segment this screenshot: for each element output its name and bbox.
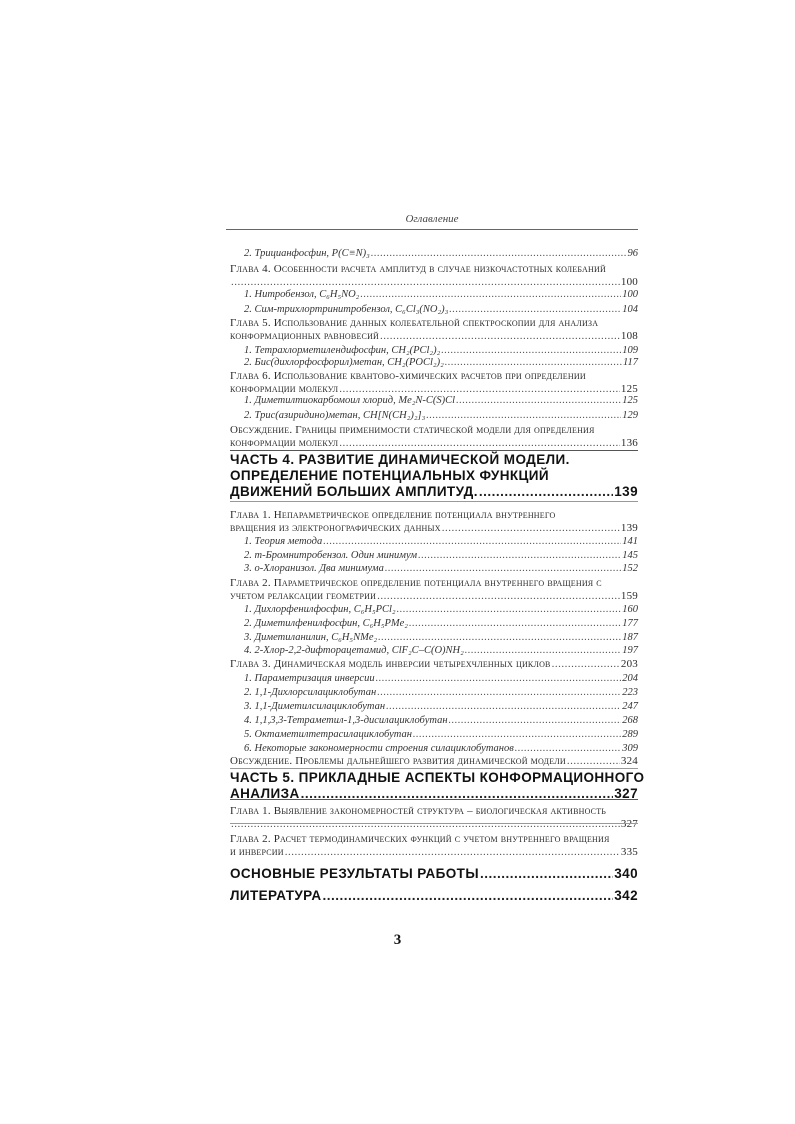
toc-chapter-entry[interactable]	[230, 755, 638, 768]
toc-item-entry[interactable]	[230, 603, 638, 616]
toc-entry-title-line: ОПРЕДЕЛЕНИЕ ПОТЕНЦИАЛЬНЫХ ФУНКЦИЙ	[230, 468, 549, 483]
toc-part-entry[interactable]	[230, 770, 645, 802]
toc-page-number: 324	[620, 755, 638, 767]
toc-entry-title: 2. Диметилфенилфосфин, C₆H₅PMe₂	[244, 618, 408, 629]
dot-leader	[442, 522, 620, 535]
dot-leader	[323, 888, 614, 904]
toc-entry-title: 1. Дихлорфенилфосфин, C₆H₅PCl₂	[244, 604, 396, 615]
toc-item-entry[interactable]	[230, 686, 638, 699]
dot-leader	[426, 409, 621, 422]
toc-entry-title: 1. Диметилтиокарбомоил хлорид, Me₂N-C(S)Cl	[244, 395, 456, 406]
toc-entry-row	[230, 866, 638, 882]
toc-entry-row	[244, 631, 638, 644]
running-header: Оглавление	[405, 213, 459, 225]
toc-page-number: 104	[622, 304, 638, 315]
toc-entry-title: и инверсии	[230, 846, 284, 858]
toc-entry-title: 4. 1,1,3,3-Тетраметил-1,3-дисилациклобутан	[244, 715, 448, 726]
toc-entry-title: 1. Тетрахлорметилендифосфин, CH₂(PCl₂)₂	[244, 345, 441, 356]
section-rule	[230, 823, 638, 824]
toc-page-number: 289	[622, 729, 638, 740]
toc-entry-title: 3. 1,1-Диметилсилациклобутан	[244, 701, 386, 712]
toc-entry-title: 2. Сим-трихлортринитробензол, C₆Cl₃(NO₂)₃	[244, 304, 449, 315]
toc-entry-row	[244, 535, 638, 548]
toc-page-number: 247	[622, 701, 638, 712]
toc-page-number: 109	[622, 345, 638, 356]
section-rule	[230, 450, 638, 451]
toc-entry-row	[244, 714, 638, 727]
toc-entry-title: 2. Трицианфосфин, P(C≡N)₃	[244, 248, 370, 259]
toc-entry-title: конформации молекул	[230, 383, 339, 395]
toc-item-entry[interactable]	[230, 631, 638, 644]
toc-page-number: 129	[622, 410, 638, 421]
dot-leader	[323, 535, 621, 548]
dot-leader	[418, 549, 621, 562]
toc-item-entry[interactable]	[230, 728, 638, 741]
toc-page-number: 327	[620, 818, 638, 830]
toc-entry-title: ОСНОВНЫЕ РЕЗУЛЬТАТЫ РАБОТЫ	[230, 866, 479, 881]
toc-entry-title-line: Глава 6. Использование квантово-химических расчетов при определении	[230, 370, 586, 382]
toc-page-number: 141	[622, 536, 638, 547]
toc-entry-title: 3. Диметиланилин, C₆H₅NMe₂	[244, 632, 378, 643]
toc-page-number: 203	[620, 658, 638, 670]
toc-entry-title-line: Глава 2. Расчет термодинамических функций с учетом внутреннего вращения	[230, 833, 610, 845]
toc-item-entry[interactable]	[230, 535, 638, 548]
toc-page-number: 223	[622, 687, 638, 698]
toc-item-entry[interactable]	[230, 247, 638, 260]
toc-page-number: 159	[620, 590, 638, 602]
toc-entry-row	[230, 658, 638, 671]
toc-entry-row	[230, 437, 638, 450]
dot-leader	[380, 330, 620, 343]
dot-leader	[456, 394, 621, 407]
dot-leader	[445, 356, 622, 369]
dot-leader	[480, 866, 613, 882]
toc-entry-title-line: ЧАСТЬ 4. РАЗВИТИЕ ДИНАМИЧЕСКОЙ МОДЕЛИ.	[230, 452, 570, 467]
toc-entry-title: учетом релаксации геометрии	[230, 590, 377, 602]
dot-leader	[552, 658, 620, 671]
header-rule	[226, 229, 638, 230]
toc-part-entry[interactable]	[230, 888, 638, 904]
toc-entry-title: конформационных равновесий	[230, 330, 380, 342]
toc-entry-row	[244, 562, 638, 575]
toc-item-entry[interactable]	[230, 356, 638, 369]
toc-entry-title: 4. 2-Хлор-2,2-дифторацетамид, ClF₂C–C(O)NH₂	[244, 645, 464, 656]
toc-page-number: 100	[622, 289, 638, 300]
toc-entry-row	[244, 303, 638, 316]
toc-item-entry[interactable]	[230, 549, 638, 562]
toc-entry-title: ЛИТЕРАТУРА	[230, 888, 322, 903]
dot-leader	[413, 728, 621, 741]
toc-item-entry[interactable]	[230, 714, 638, 727]
dot-leader	[567, 755, 620, 768]
dot-leader	[377, 686, 621, 699]
toc-page-number: 139	[620, 522, 638, 534]
toc-entry-title: конформации молекул	[230, 437, 339, 449]
toc-page-number: 342	[614, 888, 638, 903]
toc-chapter-entry[interactable]	[230, 370, 638, 396]
toc-chapter-entry[interactable]	[230, 263, 638, 289]
toc-entry-title: 6. Некоторые закономерности строения силациклобутанов	[244, 743, 514, 754]
toc-entry-title: 1. Нитробензол, C₆H₅NO₂	[244, 289, 360, 300]
toc-entry-title: 2. 1,1-Дихлорсилациклобутан	[244, 687, 377, 698]
toc-chapter-entry[interactable]	[230, 424, 638, 450]
toc-item-entry[interactable]	[230, 288, 638, 301]
toc-entry-row	[230, 330, 638, 343]
toc-page-number: 117	[623, 357, 638, 368]
toc-entry-title: вращения из электронографических данных	[230, 522, 441, 534]
toc-entry-row	[244, 603, 638, 616]
dot-leader	[378, 631, 621, 644]
toc-entry-title: АНАЛИЗА	[230, 786, 300, 801]
dot-leader	[376, 672, 622, 685]
dot-leader	[371, 247, 627, 260]
toc-entry-title: 2. Трис(азиридино)метан, CH[N(CH₂)₂]₃	[244, 410, 426, 421]
toc-part-entry[interactable]	[230, 866, 638, 882]
dot-leader	[231, 818, 620, 831]
toc-page-number: 160	[622, 604, 638, 615]
dot-leader	[409, 617, 621, 630]
dot-leader	[479, 484, 613, 500]
toc-entry-row	[244, 247, 638, 260]
toc-entry-row	[230, 522, 638, 535]
toc-page-number: 340	[614, 866, 638, 881]
toc-entry-title: 3. o-Хлоранизол. Два минимума	[244, 563, 384, 574]
toc-chapter-entry[interactable]	[230, 509, 638, 535]
toc-entry-row	[230, 888, 638, 904]
toc-page-number: 108	[620, 330, 638, 342]
toc-entry-title-line: Глава 5. Использование данных колебательной спектроскопии для анализа	[230, 317, 599, 329]
toc-chapter-entry[interactable]	[230, 317, 638, 343]
dot-leader	[386, 700, 621, 713]
toc-chapter-entry[interactable]	[230, 805, 638, 831]
toc-entry-row	[244, 672, 638, 685]
toc-entry-row	[244, 700, 638, 713]
toc-page-number: 136	[620, 437, 638, 449]
toc-entry-row	[244, 288, 638, 301]
toc-entry-row	[244, 409, 638, 422]
section-rule	[230, 768, 638, 769]
toc-entry-row	[230, 818, 638, 831]
toc-entry-title: 2. Бис(дихлорфосфорил)метан, CH₂(POCl₂)₂	[244, 357, 444, 368]
toc-page-number: 177	[622, 618, 638, 629]
toc-entry-title-line: ЧАСТЬ 5. ПРИКЛАДНЫЕ АСПЕКТЫ КОНФОРМАЦИОННОГО	[230, 770, 645, 785]
dot-leader	[360, 288, 621, 301]
toc-item-entry[interactable]	[230, 742, 638, 755]
toc-entry-title-line: Глава 4. Особенности расчета амплитуд в случае низкочастотных колебаний	[230, 263, 606, 275]
page-number: 3	[393, 932, 402, 948]
dot-leader	[465, 644, 621, 657]
toc-entry-row	[244, 394, 638, 407]
toc-entry-title-line: Глава 2. Параметрическое определение потенциала внутреннего вращения с	[230, 577, 602, 589]
toc-page-number: 187	[622, 632, 638, 643]
toc-entry-row	[244, 549, 638, 562]
dot-leader	[515, 742, 621, 755]
toc-entry-row	[230, 846, 638, 859]
toc-entry-title-line: Глава 1. Непараметрическое определение потенциала внутреннего	[230, 509, 556, 521]
toc-entry-row	[244, 617, 638, 630]
toc-item-entry[interactable]	[230, 409, 638, 422]
dot-leader	[377, 590, 620, 603]
toc-page-number: 335	[620, 846, 638, 858]
toc-page-number: 268	[622, 715, 638, 726]
toc-page-number: 197	[622, 645, 638, 656]
toc-chapter-entry[interactable]	[230, 658, 638, 671]
toc-item-entry[interactable]	[230, 617, 638, 630]
toc-item-entry[interactable]	[230, 303, 638, 316]
toc-page-number: 139	[614, 484, 638, 499]
dot-leader	[285, 846, 620, 859]
toc-entry-title-line: Глава 1. Выявление закономерностей структура – биологическая активность	[230, 805, 607, 817]
toc-item-entry[interactable]	[230, 394, 638, 407]
toc-page-number: 152	[622, 563, 638, 574]
toc-entry-row	[244, 686, 638, 699]
section-rule	[230, 501, 638, 502]
toc-page-number: 145	[622, 550, 638, 561]
toc-page-number: 125	[620, 383, 638, 395]
toc-chapter-entry[interactable]	[230, 833, 638, 859]
toc-page-number: 96	[627, 248, 638, 259]
toc-item-entry[interactable]	[230, 672, 638, 685]
section-rule	[230, 799, 638, 800]
toc-entry-row	[244, 742, 638, 755]
dot-leader	[449, 303, 621, 316]
toc-entry-row	[230, 484, 638, 500]
toc-entry-title: Глава 3. Динамическая модель инверсии четырехчленных циклов	[230, 658, 551, 670]
dot-leader	[385, 562, 621, 575]
toc-entry-title-line: Обсуждение. Границы применимости статической модели для определения	[230, 424, 595, 436]
toc-entry-row	[244, 356, 638, 369]
toc-entry-title: 1. Теория метода	[244, 536, 323, 547]
toc-item-entry[interactable]	[230, 562, 638, 575]
dot-leader	[397, 603, 622, 616]
toc-page-number: 100	[620, 276, 638, 288]
toc-item-entry[interactable]	[230, 700, 638, 713]
toc-item-entry[interactable]	[230, 644, 638, 657]
toc-part-entry[interactable]	[230, 452, 638, 500]
toc-entry-row	[244, 728, 638, 741]
toc-page-number: 204	[622, 673, 638, 684]
toc-entry-title: Обсуждение. Проблемы дальнейшего развития динамической модели	[230, 755, 566, 767]
toc-entry-title: 1. Параметризация инверсии	[244, 673, 375, 684]
toc-entry-title: ДВИЖЕНИЙ БОЛЬШИХ АМПЛИТУД.	[230, 484, 478, 499]
toc-chapter-entry[interactable]	[230, 577, 638, 603]
dot-leader	[339, 437, 620, 450]
toc-entry-row	[230, 590, 638, 603]
toc-entry-title: 5. Октаметилтетрасилациклобутан	[244, 729, 412, 740]
toc-entry-row	[230, 755, 638, 768]
toc-page-number: 327	[614, 786, 638, 801]
toc-entry-row	[244, 644, 638, 657]
toc-page-number: 125	[622, 395, 638, 406]
toc-entry-title: 2. m-Бромнитробензол. Один минимум	[244, 550, 418, 561]
toc-page-number: 309	[622, 743, 638, 754]
dot-leader	[449, 714, 622, 727]
